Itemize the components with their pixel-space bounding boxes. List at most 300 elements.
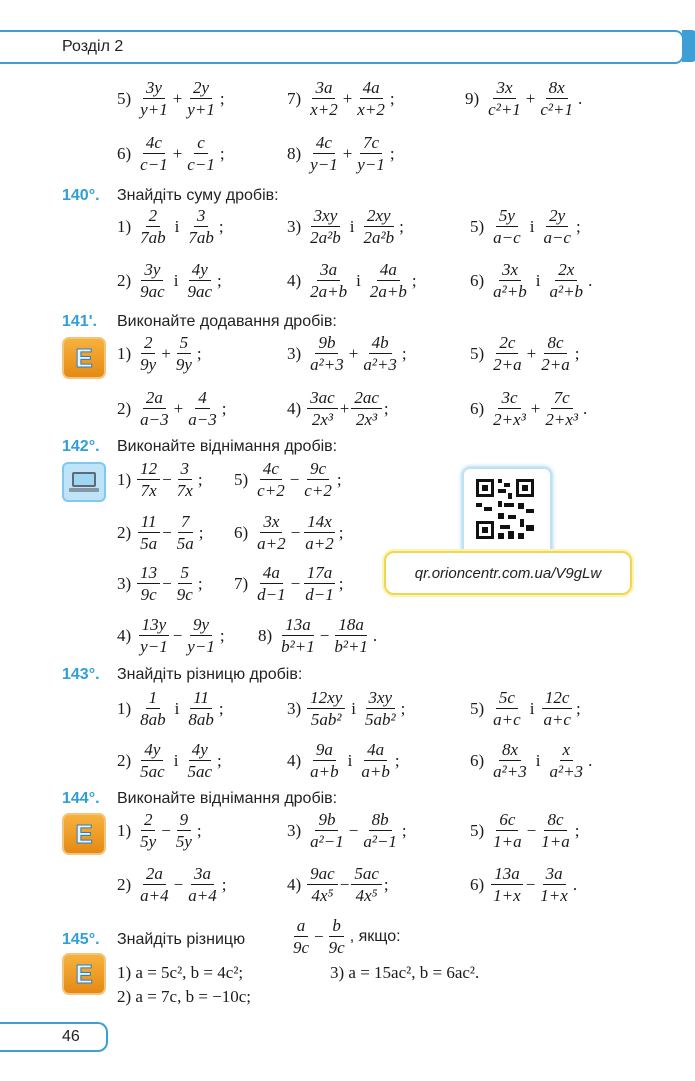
- numerator: 13: [137, 563, 160, 584]
- denominator: c+2: [304, 481, 332, 500]
- numerator: 3x: [260, 512, 282, 533]
- punctuation: ;: [338, 573, 344, 593]
- numerator: 2y: [190, 78, 212, 99]
- numerator: 5: [178, 563, 193, 584]
- expression: [287, 388, 391, 429]
- numerator: 2x: [555, 260, 577, 281]
- expression: [117, 133, 227, 174]
- numerator: 4c: [143, 133, 165, 154]
- expression: [470, 688, 583, 729]
- operator: і: [347, 750, 353, 770]
- numerator: c: [194, 133, 208, 154]
- numerator: 11: [138, 512, 160, 533]
- item-label: 7): [234, 573, 249, 593]
- denominator: c−1: [187, 155, 215, 174]
- operator: +: [526, 343, 537, 363]
- operator: +: [342, 143, 353, 163]
- item-label: 5): [234, 469, 249, 489]
- denominator: a+2: [257, 534, 286, 553]
- denominator: a+c: [493, 710, 521, 729]
- denominator: 8ab: [188, 710, 214, 729]
- item-label: 2): [117, 874, 132, 894]
- fraction: [326, 916, 348, 957]
- numerator: 8b: [369, 810, 392, 831]
- condition: 3) a = 15ac², b = 6ac².: [330, 963, 480, 982]
- expression: [117, 512, 206, 553]
- punctuation: ;: [399, 216, 404, 236]
- item-label: 1): [117, 820, 132, 840]
- fraction: [137, 133, 171, 174]
- fraction: [360, 333, 400, 374]
- numerator: 13a: [491, 864, 523, 885]
- fraction: [174, 563, 196, 604]
- operator: +: [173, 398, 184, 418]
- denominator: 9y: [175, 355, 192, 374]
- fraction: [307, 260, 350, 301]
- numerator: 3a: [317, 260, 340, 281]
- fraction: [184, 615, 218, 656]
- expression: [470, 333, 581, 374]
- numerator: 5ac: [351, 864, 382, 885]
- denominator: a−c: [493, 228, 521, 247]
- punctuation: ;: [219, 625, 225, 645]
- denominator: 5ab²: [365, 710, 396, 729]
- fraction: [546, 260, 586, 301]
- fraction: [185, 388, 219, 429]
- operator: −: [526, 820, 537, 840]
- item-label: 3): [287, 343, 302, 363]
- fraction: [546, 740, 586, 781]
- denominator: 7x: [140, 481, 157, 500]
- numerator: 2: [146, 206, 161, 227]
- fraction: [254, 512, 288, 553]
- fraction: [307, 133, 341, 174]
- expression: [470, 810, 581, 851]
- exercise-number: 141'.: [62, 313, 97, 330]
- operator: і: [174, 698, 180, 718]
- exercise-title: Знайдіть суму дробів:: [117, 187, 279, 204]
- electronic-task-badge-141[interactable]: E: [62, 337, 106, 379]
- denominator: x+2: [357, 100, 385, 119]
- denominator: 9y: [140, 355, 157, 374]
- fraction: [490, 333, 524, 374]
- denominator: a+b: [361, 762, 390, 781]
- fraction: [537, 864, 571, 905]
- item-label: 6): [470, 398, 485, 418]
- fraction: [490, 864, 524, 905]
- denominator: 1+a: [541, 832, 570, 851]
- numerator: 5y: [496, 206, 518, 227]
- expression: [234, 459, 344, 500]
- numerator: 2c: [496, 333, 518, 354]
- operator: −: [339, 874, 350, 894]
- fraction: [490, 810, 524, 851]
- item-label: 3): [287, 216, 302, 236]
- expression: [470, 864, 579, 905]
- expression: [287, 740, 402, 781]
- punctuation: ;: [574, 820, 580, 840]
- item-label: 6): [470, 270, 485, 290]
- fraction: [490, 206, 524, 247]
- operator: і: [356, 270, 361, 290]
- punctuation: ;: [218, 216, 224, 236]
- operator: +: [172, 88, 183, 108]
- denominator: d−1: [257, 585, 286, 604]
- exercise-title: Знайдіть різницю дробів:: [117, 666, 303, 683]
- denominator: d−1: [305, 585, 334, 604]
- item-label: 4): [287, 750, 302, 770]
- page-number: 46: [62, 1028, 80, 1045]
- item-label: 1): [117, 216, 132, 236]
- fraction: [185, 864, 219, 905]
- operator: −: [290, 573, 301, 593]
- fraction: [137, 78, 171, 119]
- numerator: 3: [194, 206, 209, 227]
- operator: −: [289, 469, 300, 489]
- denominator: 2a²b: [363, 228, 395, 247]
- fraction: [307, 810, 347, 851]
- fraction: [174, 512, 197, 553]
- fraction: [490, 388, 529, 429]
- item-label: 5): [470, 343, 485, 363]
- numerator: 3: [178, 459, 193, 480]
- numerator: 14x: [304, 512, 335, 533]
- chapter-header: [0, 30, 684, 64]
- denominator: c−1: [140, 155, 168, 174]
- numerator: 1: [146, 688, 161, 709]
- expression: [287, 133, 397, 174]
- numerator: 3x: [499, 260, 521, 281]
- expression: [287, 333, 409, 374]
- fraction: [278, 615, 318, 656]
- denominator: b²+1: [281, 637, 315, 656]
- exercise-title-end: , якщо:: [349, 927, 401, 945]
- numerator: 3xy: [311, 206, 341, 227]
- numerator: 8c: [544, 333, 566, 354]
- exercise-number: 140°.: [62, 187, 100, 204]
- exercise-title: Виконайте віднімання дробів:: [117, 438, 338, 455]
- operator: і: [349, 216, 355, 236]
- denominator: 2+a: [541, 355, 570, 374]
- numerator: 3y: [141, 260, 163, 281]
- numerator: 12c: [542, 688, 573, 709]
- denominator: 5ab²: [310, 710, 342, 729]
- item-label: 5): [470, 698, 485, 718]
- expression: [470, 388, 589, 429]
- fraction: [137, 459, 160, 500]
- item-label: 4): [117, 625, 132, 645]
- numerator: 13a: [282, 615, 314, 636]
- denominator: x+2: [310, 100, 338, 119]
- punctuation: ;: [411, 270, 417, 290]
- operator: −: [314, 926, 324, 946]
- denominator: a+c: [543, 710, 571, 729]
- chapter-title: Розділ 2: [62, 38, 124, 55]
- fraction: [351, 388, 382, 429]
- operator: −: [162, 522, 172, 542]
- expression: [470, 260, 594, 301]
- fraction: [331, 615, 371, 656]
- punctuation: .: [588, 270, 593, 290]
- fraction: [485, 78, 524, 119]
- exercise-number: 145°.: [62, 931, 100, 948]
- punctuation: .: [578, 88, 583, 108]
- denominator: a²+3: [493, 762, 527, 781]
- punctuation: ;: [394, 750, 400, 770]
- fraction: [307, 333, 347, 374]
- denominator: a+4: [188, 886, 217, 905]
- numerator: 3y: [143, 78, 165, 99]
- operator: −: [290, 522, 301, 542]
- numerator: 3c: [498, 388, 520, 409]
- punctuation: ;: [575, 216, 581, 236]
- expression: [117, 864, 228, 905]
- denominator: 9c: [176, 585, 193, 604]
- punctuation: ;: [338, 522, 344, 542]
- exercise-number: 142°.: [62, 438, 100, 455]
- fraction: [490, 688, 524, 729]
- header-tab: [682, 30, 695, 62]
- numerator: 5: [177, 333, 192, 354]
- operator: −: [173, 874, 184, 894]
- fraction: [174, 459, 196, 500]
- expression: [117, 688, 226, 729]
- fraction: [184, 260, 215, 301]
- fraction: [173, 810, 195, 851]
- denominator: 7ab: [140, 228, 166, 247]
- denominator: y−1: [187, 637, 215, 656]
- denominator: y−1: [140, 637, 168, 656]
- fraction: [290, 916, 312, 957]
- denominator: 2x³: [311, 410, 334, 429]
- numerator: x: [560, 740, 574, 761]
- fraction: [490, 260, 530, 301]
- item-label: 2): [117, 398, 132, 418]
- item-label: 4): [287, 398, 302, 418]
- expression: [117, 333, 204, 374]
- fraction: [367, 260, 410, 301]
- fraction: [307, 206, 344, 247]
- fraction: [540, 688, 574, 729]
- fraction: [362, 688, 399, 729]
- fraction: [307, 388, 338, 429]
- item-label: 8): [287, 143, 302, 163]
- operator: −: [162, 573, 172, 593]
- denominator: 2a²b: [310, 228, 341, 247]
- fraction: [538, 810, 572, 851]
- punctuation: ;: [197, 573, 203, 593]
- item-label: 3): [287, 820, 302, 840]
- denominator: a−3: [140, 410, 169, 429]
- fraction: [301, 459, 335, 500]
- fraction: [254, 563, 288, 604]
- denominator: 5a: [140, 534, 158, 553]
- numerator: 9c: [307, 459, 329, 480]
- denominator: 9ac: [140, 282, 165, 301]
- numerator: 8x: [546, 78, 568, 99]
- numerator: 4y: [189, 260, 211, 281]
- fraction: [542, 388, 581, 429]
- punctuation: ;: [575, 698, 581, 718]
- fraction: [137, 740, 168, 781]
- exercise-title: Виконайте віднімання дробів:: [117, 790, 338, 807]
- fraction: [184, 740, 215, 781]
- denominator: 5y: [175, 832, 192, 851]
- fraction: [184, 133, 218, 174]
- punctuation: ;: [574, 343, 580, 363]
- denominator: 5a: [176, 534, 194, 553]
- punctuation: ;: [219, 88, 225, 108]
- fraction: [137, 512, 160, 553]
- expression: [287, 78, 397, 119]
- exercise-title: Знайдіть різницю: [117, 931, 246, 948]
- fraction: [307, 864, 338, 905]
- numerator: 7: [178, 512, 193, 533]
- denominator: 7x: [176, 481, 193, 500]
- expression: [470, 740, 594, 781]
- fraction: [307, 740, 341, 781]
- punctuation: ;: [198, 522, 204, 542]
- punctuation: .: [583, 398, 588, 418]
- laptop-icon[interactable]: [62, 462, 106, 502]
- operator: −: [161, 820, 171, 840]
- expression: [117, 206, 226, 247]
- expression: [287, 206, 406, 247]
- operator: +: [525, 88, 536, 108]
- denominator: 8ab: [140, 710, 166, 729]
- numerator: 3x: [493, 78, 515, 99]
- fraction: [540, 206, 574, 247]
- numerator: b: [329, 916, 344, 937]
- exercise-145-formula: [290, 916, 401, 957]
- denominator: a+2: [305, 534, 334, 553]
- punctuation: .: [572, 874, 578, 894]
- punctuation: .: [372, 625, 378, 645]
- operator: +: [172, 143, 183, 163]
- expression: [117, 615, 227, 656]
- numerator: 4c: [313, 133, 335, 154]
- fraction: [307, 78, 341, 119]
- item-label: 5): [470, 216, 485, 236]
- denominator: 9c: [293, 938, 310, 957]
- expression: [287, 688, 407, 729]
- condition: 1) a = 5c², b = 4c²;: [117, 963, 244, 982]
- expression: [470, 206, 583, 247]
- operator: −: [348, 820, 359, 840]
- fraction: [302, 563, 336, 604]
- electronic-task-badge-144[interactable]: E: [62, 813, 106, 855]
- numerator: 4: [195, 388, 210, 409]
- denominator: 2x³: [356, 410, 378, 429]
- fraction: [137, 810, 159, 851]
- fraction: [184, 78, 218, 119]
- item-label: 4): [287, 874, 302, 894]
- item-label: 6): [470, 874, 485, 894]
- denominator: 2+x³: [545, 410, 579, 429]
- denominator: a²−1: [310, 832, 344, 851]
- denominator: 1+x: [540, 886, 568, 905]
- expression: [117, 78, 227, 119]
- item-label: 2): [117, 522, 132, 542]
- punctuation: ;: [217, 270, 222, 290]
- denominator: 4x⁵: [355, 886, 378, 905]
- numerator: 11: [190, 688, 212, 709]
- operator: і: [535, 270, 541, 290]
- qr-code-icon[interactable]: [462, 467, 552, 557]
- fraction: [354, 133, 388, 174]
- fraction: [137, 260, 168, 301]
- fraction: [185, 206, 217, 247]
- numerator: 6c: [496, 810, 518, 831]
- item-label: 3): [117, 573, 132, 593]
- exercise-number: 143°.: [62, 666, 100, 683]
- numerator: 9y: [190, 615, 212, 636]
- fraction: [307, 688, 345, 729]
- denominator: a²+3: [549, 762, 584, 781]
- fraction: [137, 864, 171, 905]
- fraction: [358, 740, 392, 781]
- expression: [117, 810, 204, 851]
- denominator: b²+1: [334, 637, 368, 656]
- punctuation: ;: [400, 698, 406, 718]
- denominator: c²+1: [488, 100, 521, 119]
- numerator: 2: [141, 810, 156, 831]
- punctuation: ;: [383, 398, 389, 418]
- qr-link[interactable]: qr.orioncentr.com.ua/V9gLw: [384, 551, 632, 595]
- denominator: a+b: [310, 762, 339, 781]
- item-label: 2): [117, 750, 132, 770]
- denominator: a²−1: [363, 832, 397, 851]
- fraction: [302, 512, 336, 553]
- punctuation: ;: [217, 750, 222, 770]
- numerator: 4y: [141, 740, 163, 761]
- denominator: 9c: [328, 938, 345, 957]
- punctuation: ;: [219, 143, 225, 163]
- punctuation: ;: [221, 874, 227, 894]
- electronic-task-badge-145[interactable]: E: [62, 953, 106, 995]
- denominator: 1+x: [493, 886, 521, 905]
- numerator: 4b: [369, 333, 392, 354]
- numerator: 4y: [189, 740, 211, 761]
- punctuation: ;: [196, 343, 202, 363]
- page-number-box: [0, 1022, 108, 1052]
- numerator: 4a: [377, 260, 400, 281]
- numerator: 4a: [360, 78, 383, 99]
- expression: [117, 563, 205, 604]
- denominator: 2a+b: [310, 282, 348, 301]
- punctuation: ;: [221, 398, 227, 418]
- numerator: 3a: [312, 78, 335, 99]
- denominator: a−c: [543, 228, 571, 247]
- operator: і: [535, 750, 541, 770]
- denominator: y+1: [187, 100, 215, 119]
- operator: +: [342, 88, 353, 108]
- numerator: 2: [141, 333, 156, 354]
- item-label: 7): [287, 88, 302, 108]
- operator: −: [162, 469, 172, 489]
- numerator: 9ac: [307, 864, 338, 885]
- operator: і: [529, 698, 535, 718]
- item-label: 1): [117, 343, 132, 363]
- fraction: [351, 864, 382, 905]
- item-label: 4): [287, 270, 302, 290]
- denominator: 2+x³: [493, 410, 526, 429]
- denominator: 9c: [140, 585, 157, 604]
- fraction: [538, 333, 572, 374]
- numerator: 7c: [551, 388, 573, 409]
- operator: і: [351, 698, 356, 718]
- fraction: [137, 206, 169, 247]
